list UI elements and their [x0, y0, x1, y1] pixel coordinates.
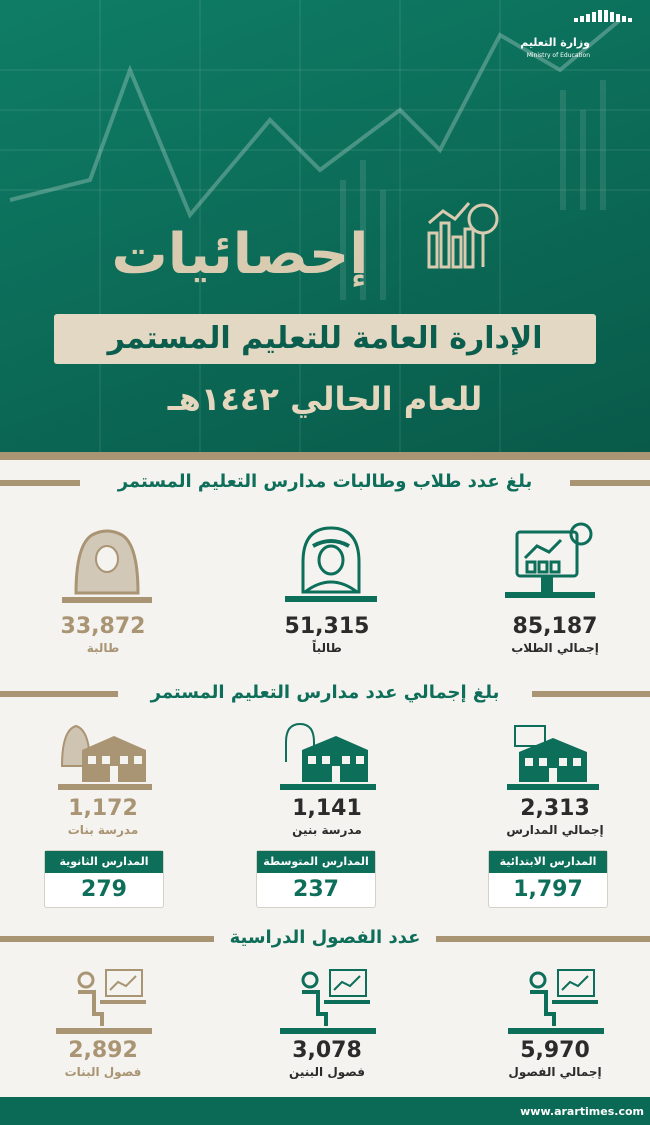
- stat-label: فصول البنين: [289, 1065, 365, 1079]
- monitor-chart-icon: [505, 518, 601, 604]
- ministry-name-en: Ministry of Education: [526, 52, 590, 59]
- teacher-desk-icon: [56, 962, 152, 1036]
- stat-value: 51,315: [284, 614, 370, 639]
- stat-card-girls-classes: [18, 1038, 188, 1079]
- footer-bar: [0, 1097, 650, 1125]
- students-heading: بلغ عدد طلاب وطالبات مدارس التعليم المستمر: [117, 471, 533, 492]
- stat-card-total-classes: [470, 1038, 640, 1079]
- stat-value: 3,078: [292, 1038, 362, 1063]
- year-label: للعام الحالي ١٤٤٢هـ: [167, 380, 483, 418]
- teacher-desk-icon: [508, 962, 604, 1036]
- page-subtitle: الإدارة العامة للتعليم المستمر: [107, 321, 543, 356]
- teacher-desk-icon: [280, 962, 376, 1036]
- stat-label: فصول البنات: [64, 1065, 142, 1079]
- stat-value: 33,872: [60, 614, 146, 639]
- classes-heading: عدد الفصول الدراسية: [229, 927, 421, 948]
- stat-label: إجمالي المدارس: [506, 823, 604, 837]
- stat-card-boys-classes: [242, 1038, 412, 1079]
- header-banner: [0, 0, 650, 452]
- stat-value: 1,141: [292, 796, 362, 821]
- stat-value: 5,970: [520, 1038, 590, 1063]
- girls-school-icon: [58, 722, 152, 790]
- divider-strip: [0, 452, 650, 460]
- stat-value: 2,313: [520, 796, 590, 821]
- stat-value: 85,187: [512, 614, 598, 639]
- school-chart-icon: [507, 722, 599, 790]
- stat-label: مدرسة بنين: [292, 823, 362, 837]
- stage-label: المدارس المتوسطة: [257, 851, 375, 873]
- stat-card-total-schools: [470, 796, 640, 837]
- stat-label: إجمالي الفصول: [508, 1065, 602, 1079]
- stat-card-total-students: [470, 614, 640, 655]
- stat-card-female-students: [18, 614, 188, 655]
- stage-value: 237: [293, 877, 339, 902]
- stage-box-intermediate: [256, 850, 376, 908]
- stage-value: 279: [81, 877, 127, 902]
- stat-label: مدرسة بنات: [67, 823, 139, 837]
- ministry-logo-icon: [572, 8, 636, 30]
- stage-value: 1,797: [513, 877, 583, 902]
- ministry-name-ar: وزارة التعليم: [520, 36, 590, 49]
- stage-label: المدارس الابتدائية: [489, 851, 607, 873]
- page-title: إحصائيات: [111, 222, 369, 287]
- stat-card-girls-schools: [18, 796, 188, 837]
- schools-heading: بلغ إجمالي عدد مدارس التعليم المستمر: [150, 682, 500, 703]
- stat-label: إجمالي الطلاب: [511, 641, 599, 655]
- stage-label: المدارس الثانوية: [45, 851, 163, 873]
- stat-label: طالبة: [86, 641, 120, 655]
- stat-value: 2,892: [68, 1038, 138, 1063]
- stat-card-boys-schools: [242, 796, 412, 837]
- stat-label: طالباً: [312, 641, 342, 655]
- footer-website[interactable]: www.arartimes.com: [520, 1105, 644, 1118]
- stat-card-male-students: [242, 614, 412, 655]
- female-student-icon: [62, 525, 152, 605]
- male-student-icon: [283, 522, 379, 604]
- ministry-logo: [506, 8, 636, 60]
- boys-school-icon: [280, 722, 376, 790]
- stat-value: 1,172: [68, 796, 138, 821]
- stage-box-secondary: [44, 850, 164, 908]
- stage-box-primary: [488, 850, 608, 908]
